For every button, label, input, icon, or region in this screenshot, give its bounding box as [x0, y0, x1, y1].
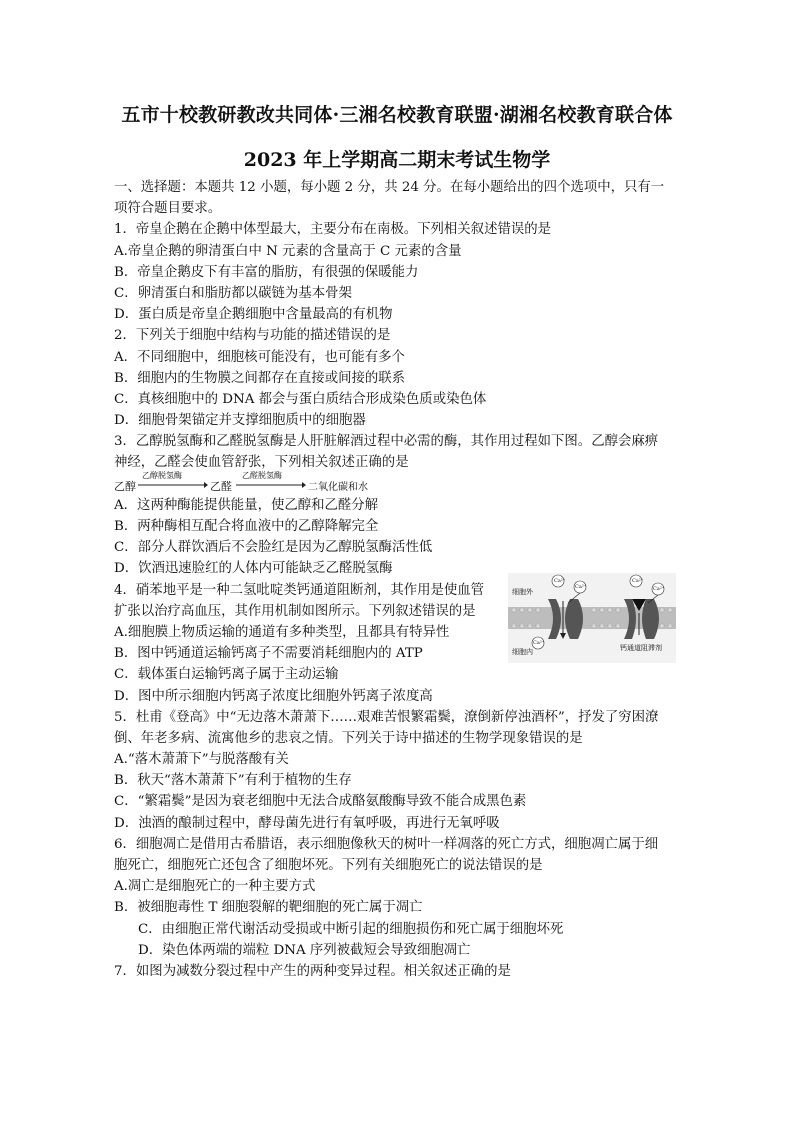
text-line: C．由细胞正常代谢活动受损或中断引起的细胞损伤和死亡属于细胞坏死: [138, 921, 564, 937]
inside-label: 细胞内: [512, 648, 533, 656]
text-line: 2．下列关于细胞中结构与功能的描述错误的是: [114, 328, 391, 344]
text-line: C．“繁霜鬓”是因为衰老细胞中无法合成酪氨酸酶导致不能合成黑色素: [114, 794, 527, 810]
text-line: D．饮酒迅速脸红的人体内可能缺乏乙醛脱氢酶: [114, 561, 393, 577]
text-line: 倒、年老多病、流寓他乡的悲哀之情。下列关于诗中描述的生物学现象错误的是: [114, 730, 583, 746]
text-line: 胞死亡，细胞死亡还包含了细胞坏死。下列有关细胞死亡的说法错误的是: [114, 858, 543, 873]
text-line: B．图中钙通道运输钙离子不需要消耗细胞内的 ATP: [114, 646, 423, 662]
text-line: 6．细胞凋亡是借用古希腊语，表示细胞像秋天的树叶一样凋落的死亡方式，细胞凋亡属于细: [114, 836, 659, 852]
ion-label: Ca²⁺: [533, 640, 545, 646]
text-line: A.细胞膜上物质运输的通道有多种类型，且都具有特异性: [114, 624, 450, 640]
text-line: B．两种酶相互配合将血液中的乙醇降解完全: [114, 519, 379, 534]
text-line: 7．如图为减数分裂过程中产生的两种变异过程。相关叙述正确的是: [114, 963, 511, 979]
text-line: B．秋天“落木萧萧下”有利于植物的生存: [114, 773, 352, 789]
text-line: 1．帝皇企鹅在企鹅中体型最大，主要分布在南极。下列相关叙述错误的是: [114, 222, 552, 238]
text-line: C．真核细胞中的 DNA 都会与蛋白质结合形成染色质或染色体: [114, 391, 487, 407]
acetaldehyde-label: 乙醛: [210, 480, 232, 493]
ion-label: Ca²⁺: [653, 586, 665, 592]
ion-label: Ca²⁺: [554, 578, 566, 584]
text-line: 项符合题目要求。: [114, 201, 222, 217]
arrow-icon: [236, 481, 306, 489]
text-line: D．染色体两端的端粒 DNA 序列被截短会导致细胞凋亡: [138, 942, 471, 958]
text-line: 3．乙醇脱氢酶和乙醛脱氢酶是人肝脏解酒过程中必需的酶，其作用过程如下图。乙醇会麻痹: [114, 434, 659, 450]
text-line: D．蛋白质是帝皇企鹅细胞中含量最高的有机物: [114, 307, 393, 323]
enzyme2-label: 乙醛脱氢酶: [242, 471, 282, 480]
text-line: A.凋亡是细胞死亡的一种主要方式: [114, 879, 316, 895]
enzyme1-label: 乙醇脱氢酶: [142, 471, 182, 480]
product-label: 二氧化碳和水: [308, 482, 368, 493]
metabolic-pathway: [114, 471, 444, 493]
text-line: D．图中所示细胞内钙离子浓度比细胞外钙离子浓度高: [114, 688, 433, 704]
text-line: B．细胞内的生物膜之间都存在直接或间接的联系: [114, 370, 406, 386]
text-line: B．被细胞毒性 T 细胞裂解的靶细胞的死亡属于凋亡: [114, 900, 423, 916]
text-line: D．细胞骨架锚定并支撑细胞质中的细胞器: [114, 413, 366, 429]
exam-subject-title: 2023 年上学期高二期末考试生物学: [243, 149, 551, 171]
text-line: 神经，乙醛会使血管舒张，下列相关叙述正确的是: [114, 455, 409, 471]
exam-header-title: 五市十校教研教改共同体·三湘名校教育联盟·湖湘名校教育联合体: [121, 104, 673, 126]
outside-label: 细胞外: [512, 588, 533, 596]
arrow-icon: [138, 481, 208, 489]
ion-label: Ca²⁺: [575, 584, 587, 590]
text-line: C．载体蛋白运输钙离子属于主动运输: [114, 667, 339, 683]
text-line: A.“落木萧萧下”与脱落酸有关: [114, 752, 289, 768]
text-line: C．部分人群饮酒后不会脸红是因为乙醇脱氢酶活性低: [114, 540, 433, 556]
text-line: 扩张以治疗高血压，其作用机制如图所示。下列叙述错误的是: [114, 603, 476, 619]
text-line: D．浊酒的酿制过程中，酵母菌先进行有氧呼吸，再进行无氧呼吸: [114, 815, 500, 831]
text-line: C．卵清蛋白和脂肪都以碳链为基本骨架: [114, 285, 352, 301]
text-line: 一、选择题：本题共 12 小题，每小题 2 分，共 24 分。在每小题给出的四个选项中，只有一: [114, 180, 665, 195]
calcium-channel-figure: [508, 573, 676, 663]
text-line: 5．杜甫《登高》中“无边落木萧萧下……艰难苦恨繁霜鬓，潦倒新停浊酒杯”，抒发了穷困潦: [114, 709, 659, 725]
ion-label: Ca²⁺: [632, 578, 644, 584]
text-line: B．帝皇企鹅皮下有丰富的脂肪，有很强的保暖能力: [114, 264, 419, 280]
blocker-label: 钙通道阻滞剂: [620, 644, 662, 652]
ethanol-label: 乙醇: [114, 480, 136, 493]
text-line: A．不同细胞中，细胞核可能没有，也可能有多个: [114, 349, 405, 365]
text-line: A.帝皇企鹅的卵清蛋白中 N 元素的含量高于 C 元素的含量: [114, 243, 462, 259]
text-line: A．这两种酶能提供能量，使乙醇和乙醛分解: [114, 497, 379, 513]
text-line: 4．硝苯地平是一种二氢吡啶类钙通道阻断剂，其作用是使血管: [114, 582, 485, 598]
